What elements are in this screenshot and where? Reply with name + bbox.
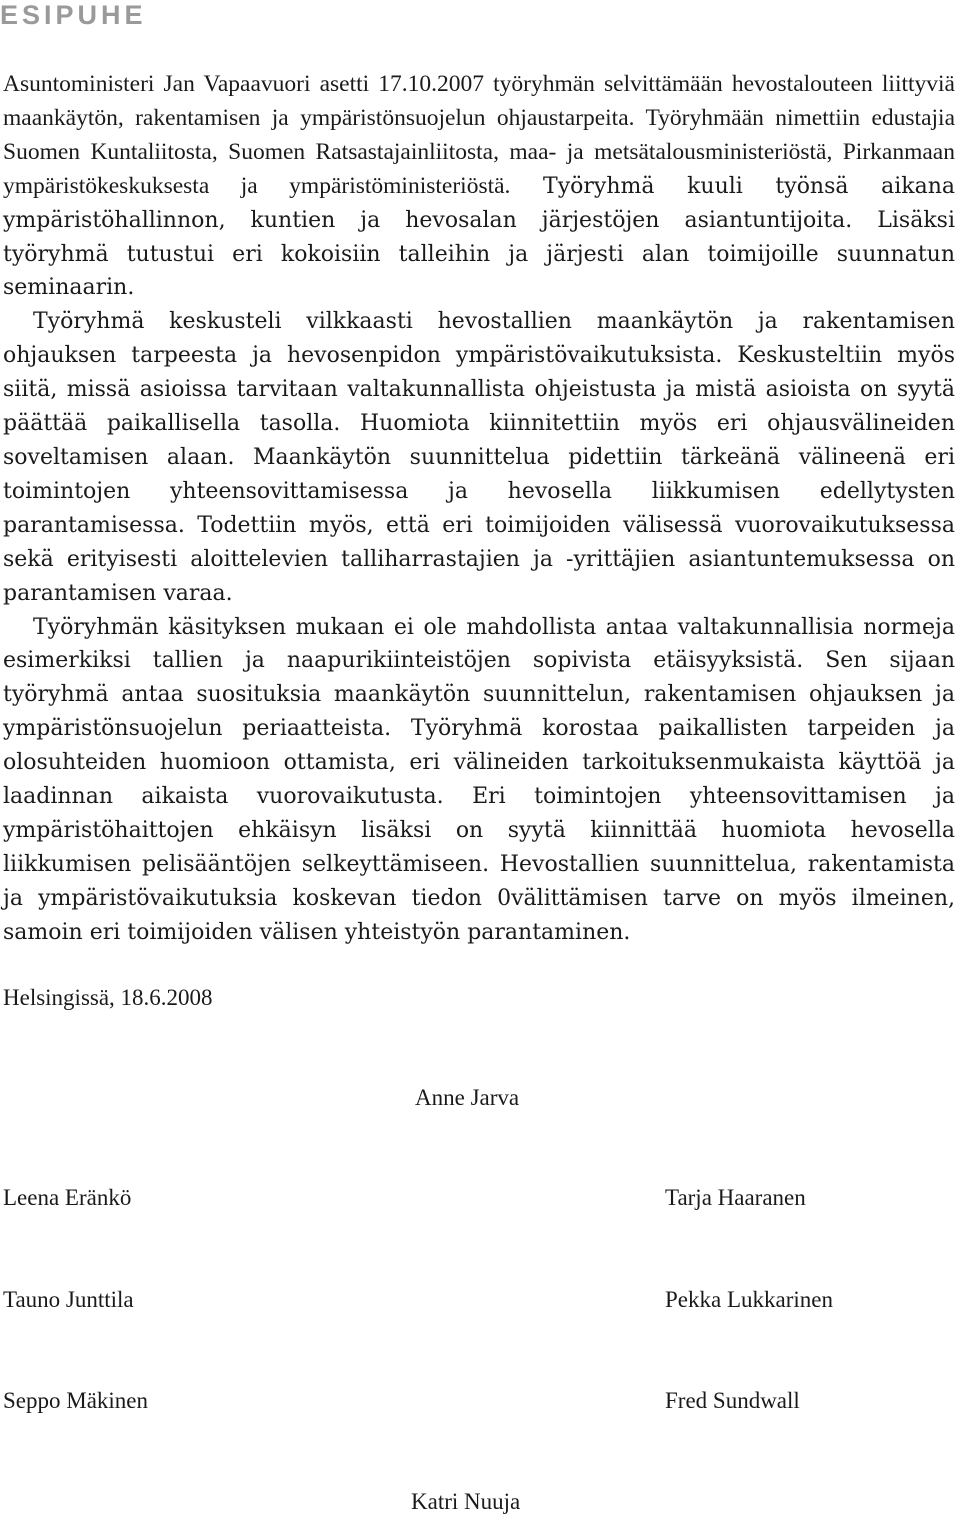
signature-right-3: Fred Sundwall <box>665 1388 800 1413</box>
paragraph-1 <box>3 68 955 305</box>
paragraph-2: Työryhmä keskusteli vilkkaasti hevostallien maankäytön ja rakentamisen ohjauksen tarpeesta ja hevosenpidon ympäristövaikutuksista. Keskusteltiin myös siitä, missä asioissa tarvitaan valtakunnallista ohjeistusta ja mistä asioista on syytä päättää paikallisella tasolla. Huomiota kiinnitettiin myös eri ohjausvälineiden soveltamisen alaan. Maankäytön suunnittelua pidettiin tärkeänä välineenä eri toimintojen yhteensovittamisessa ja hevosella liikkumisen edellytysten parantamisessa. Todettiin myös, että eri toimijoiden välisessä vuorovaikutuksessa sekä erityisesti aloittelevien talliharrastajien ja -yrittäjien asiantuntemuksessa on parantamisen varaa. <box>3 309 955 606</box>
signature-right-2: Pekka Lukkarinen <box>665 1287 833 1312</box>
signature-left-3: Seppo Mäkinen <box>3 1388 149 1413</box>
signature-chair: Anne Jarva <box>415 1085 520 1110</box>
place-date: Helsingissä, 18.6.2008 <box>3 985 213 1010</box>
preface-body <box>3 68 955 950</box>
paragraph-3: Työryhmän käsityksen mukaan ei ole mahdollista antaa valtakunnallisia normeja esimerkiksi tallien ja naapurikiinteistöjen sopivista etäisyyksistä. Sen sijaan työryhmä antaa suosituksia maankäytön suunnittelun, rakentamisen ohjauksen ja ympäristönsuojelun periaatteista. Työryhmä korostaa paikallisten tarpeiden ja olosuhteiden huomioon ottamista, eri välineiden tarkoituksenmukaista käyttöä ja laadinnan aikaista vuorovaikutusta. Eri toimintojen yhteensovittamisen ja ympäristöhaittojen ehkäisyn lisäksi on syytä kiinnittää huomiota hevosella liikkumisen pelisääntöjen selkeyttämiseen. Hevostallien suunnittelua, rakentamista ja ympäristövaikutuksia koskevan tiedon 0välittämisen tarve on myös ilmeinen, samoin eri toimijoiden välisen yhteistyön parantaminen. <box>3 614 955 945</box>
signature-left-2: Tauno Junttila <box>3 1287 134 1312</box>
section-heading: ESIPUHE <box>0 0 147 30</box>
signature-secretary: Katri Nuuja <box>411 1489 521 1514</box>
signature-right-1: Tarja Haaranen <box>665 1185 806 1210</box>
paragraph-1-part-2: Työryhmä kuuli työnsä aikana ympäristöhallinnon, kuntien ja hevosalan järjestöjen asiantuntijoita. Lisäksi työryhmä tutustui eri kokoisiin talleihin ja järjesti alan toimijoille suunnatun seminaarin. <box>3 173 955 301</box>
paragraph-1-part-1: Asuntoministeri Jan Vapaavuori asetti 17.10.2007 työryhmän selvittämään hevostalouteen liittyviä maankäytön, rakentamisen ja ympäristönsuojelun ohjaustarpeita. Työryhmään nimettiin edustajia Suomen Kuntaliitosta, Suomen Ratsastajainliitosta, maa- ja metsätalousministeriöstä, Pirkanmaan ympäristökeskuksesta ja ympäristöministeriöstä. <box>3 71 955 199</box>
signature-left-1: Leena Eränkö <box>3 1185 132 1210</box>
